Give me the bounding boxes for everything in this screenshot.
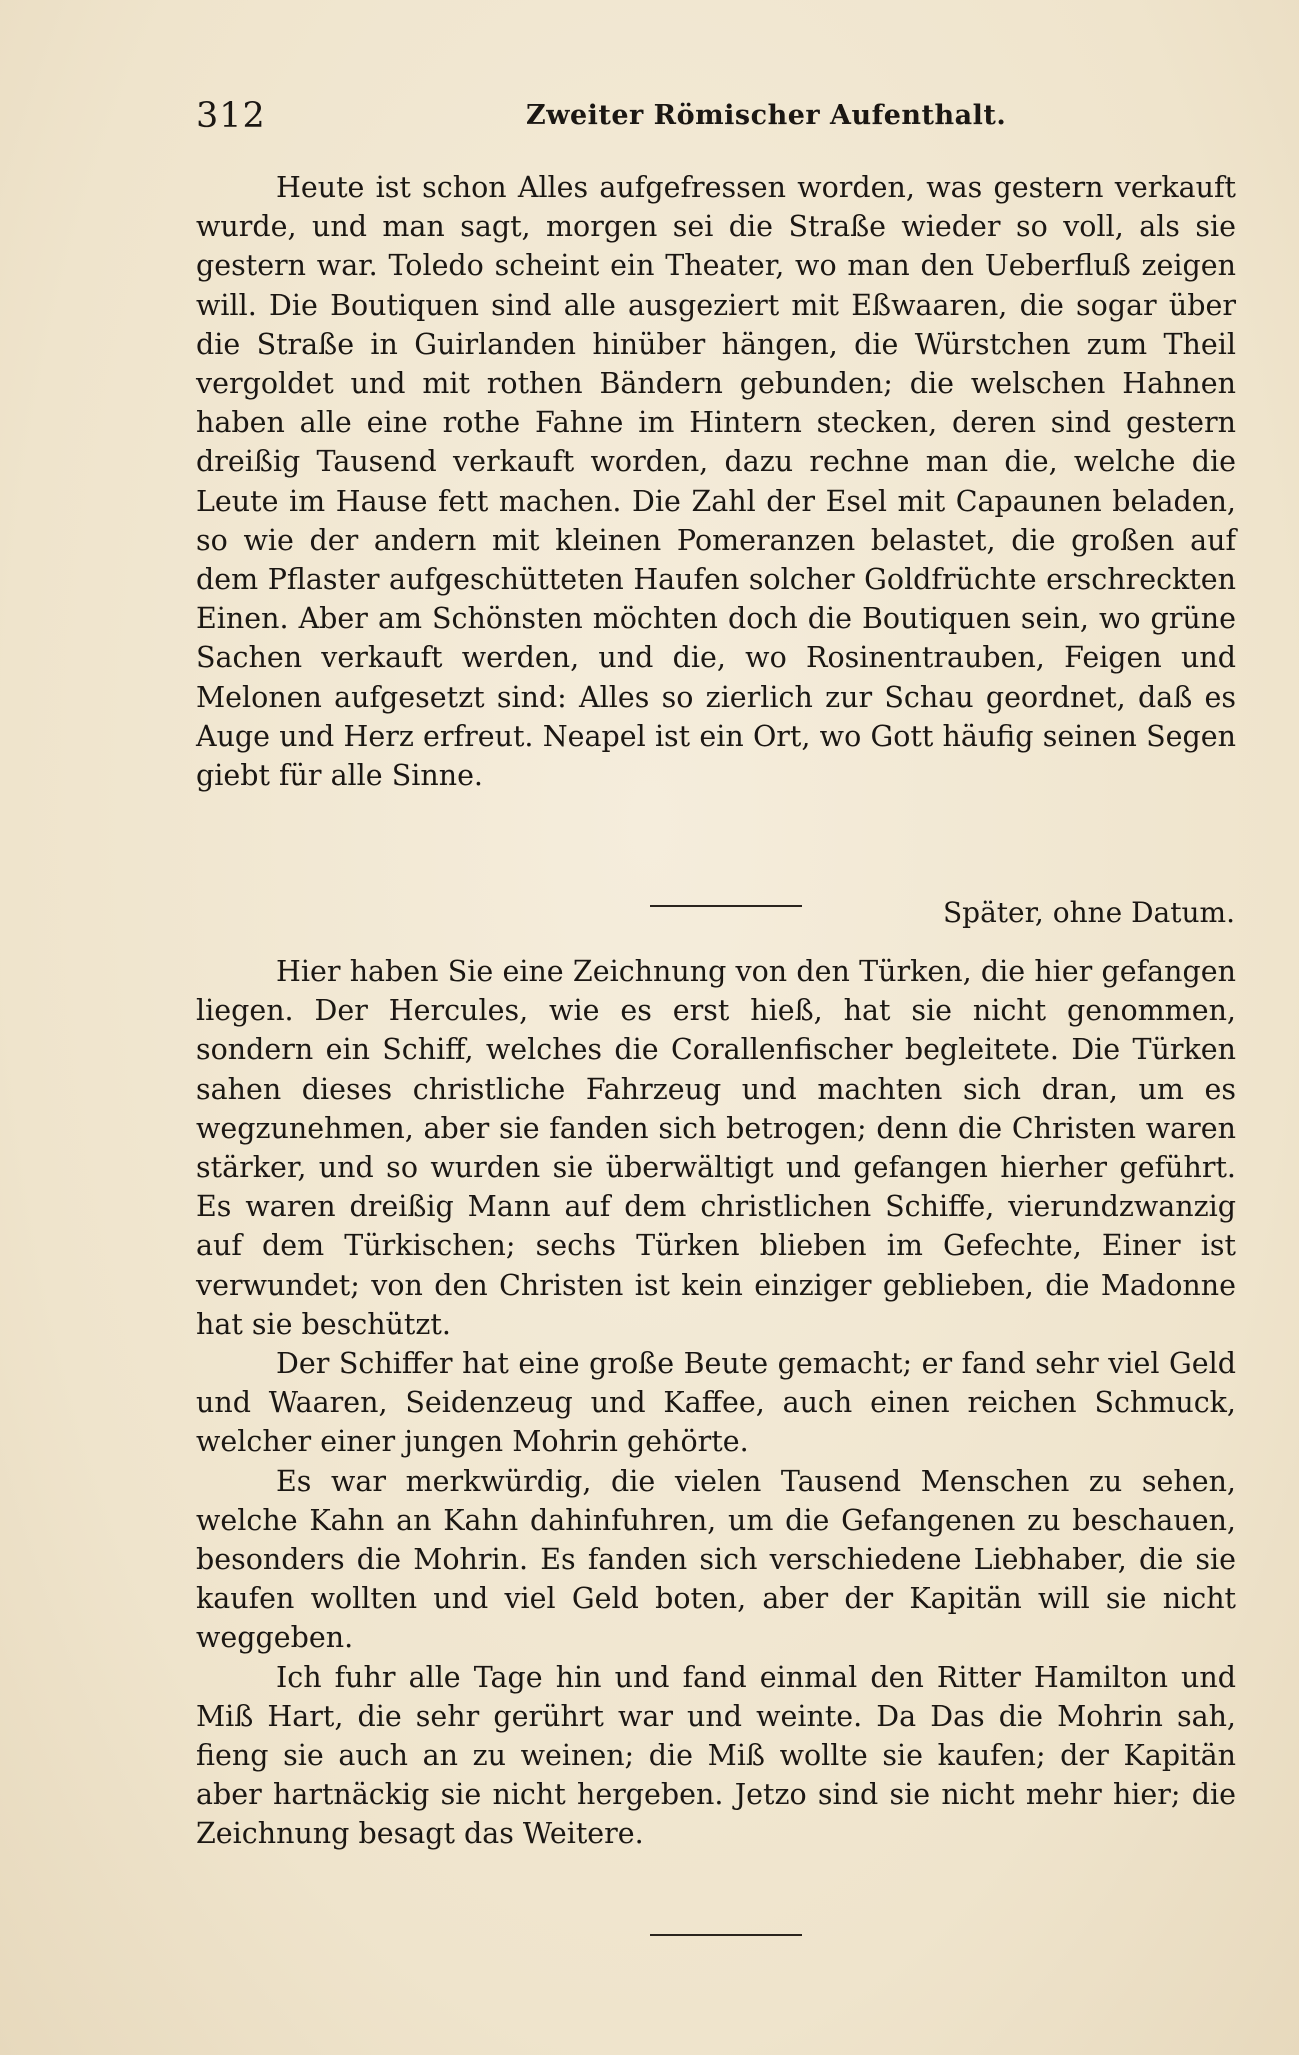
section-divider — [650, 905, 802, 907]
paragraph: Hier haben Sie eine Zeichnung von den Türken, die hier gefangen liegen. Der Hercules, wie es erst hieß, hat sie nicht genommen, sondern ein Schiff, welches die Corallenfischer begleitete. Die Türken sahen dieses christliche Fahrzeug und machten sich dran, um es wegzunehmen, aber sie fanden sich betrogen; denn die Christen waren stärker, und so wurden sie überwältigt und gefangen hierher geführt. Es waren dreißig Mann auf dem christlichen Schiffe, vierundzwanzig auf dem Türkischen; sechs Türken blieben im Gefechte, Einer ist verwundet; von den Christen ist kein einziger geblieben, die Madonne hat sie beschützt. — [196, 955, 1236, 1341]
page-header — [196, 96, 1236, 146]
page-number: 312 — [196, 96, 266, 136]
paragraph: Der Schiffer hat eine große Beute gemacht; er fand sehr viel Geld und Waaren, Seidenzeug und Kaffee, auch einen reichen Schmuck, welcher einer jungen Mohrin gehörte. — [196, 1347, 1236, 1459]
paragraph: Es war merkwürdig, die vielen Tausend Menschen zu sehen, welche Kahn an Kahn dahinfuhren, um die Gefangenen zu beschauen, besonders die Mohrin. Es fanden sich verschiedene Liebhaber, die sie kaufen wollten und viel Geld boten, aber der Kapitän will sie nicht weggeben. — [196, 1464, 1236, 1655]
dateline: Später, ohne Datum. — [942, 896, 1235, 929]
section-1-text — [196, 168, 1236, 795]
end-rule — [650, 1934, 802, 1936]
paragraph: Ich fuhr alle Tage hin und fand einmal den Ritter Hamilton und Miß Hart, die sehr gerührt war und weinte. Da Das die Mohrin sah, fieng sie auch an zu weinen; die Miß wollte sie kaufen; der Kapitän aber hartnäckig sie nicht hergeben. Jetzo sind sie nicht mehr hier; die Zeichnung besagt das Weitere. — [196, 1660, 1236, 1851]
running-head: Zweiter Römischer Aufenthalt. — [526, 100, 1007, 131]
section-2-text — [196, 952, 1236, 1854]
paragraph: Heute ist schon Alles aufgefressen worden, was gestern verkauft wurde, und man sagt, morgen sei die Straße wieder so voll, als sie gestern war. Toledo scheint ein Theater, wo man den Ueberfluß zeigen will. Die Boutiquen sind alle ausgeziert mit Eßwaaren, die sogar über die Straße in Guirlanden hinüber hängen, die Würstchen zum Theil vergoldet und mit rothen Bändern gebunden; die welschen Hahnen haben alle eine rothe Fahne im Hintern stecken, deren sind gestern dreißig Tausend verkauft worden, dazu rechne man die, welche die Leute im Hause fett machen. Die Zahl der Esel mit Capaunen beladen, so wie der andern mit kleinen Pomeranzen belastet, die großen auf dem Pflaster aufgeschütteten Haufen solcher Goldfrüchte erschreckten Einen. Aber am Schönsten möchten doch die Boutiquen sein, wo grüne Sachen verkauft werden, und die, wo Rosinentrauben, Feigen und Melonen aufgesetzt sind: Alles so zierlich zur Schau geordnet, daß es Auge und Herz erfreut. Neapel ist ein Ort, wo Gott häufig seinen Segen giebt für alle Sinne. — [196, 171, 1236, 793]
